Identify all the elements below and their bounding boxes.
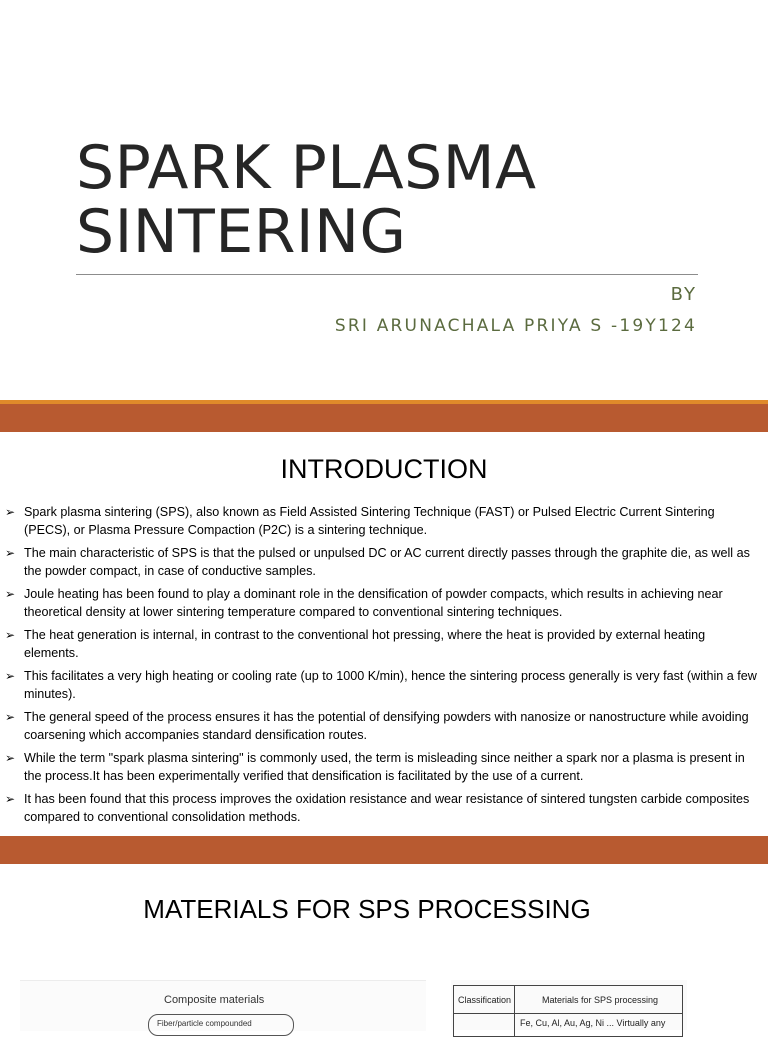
title-divider (76, 274, 698, 275)
table-header-materials: Materials for SPS processing (542, 995, 659, 1005)
slide-title: INTRODUCTION (280, 454, 488, 484)
figure-box (148, 1014, 294, 1036)
list-item: ➢ Spark plasma sintering (SPS), also known as Field Assisted Sintering Technique (FAST) or Pulsed Electric Current Sintering (PECS), or Plasma Pressure Compaction (P2C) is a sintering technique. (5, 505, 715, 537)
list-item: ➢ The general speed of the process ensures it has the potential of densifying powders with nanosize or nanostructure while avoiding coarsening which accompanies standard densification routes. (5, 710, 749, 742)
title-line-1: SPARK PLASMA (76, 133, 537, 203)
figure-box-label: Fiber/particle compounded (157, 1019, 252, 1028)
introduction-slide (0, 432, 768, 836)
arrow-bullet-icon: ➢ (5, 792, 16, 806)
composite-materials-figure (20, 980, 426, 1031)
title-line-2: SINTERING (76, 197, 407, 267)
by-label: BY (670, 284, 697, 305)
arrow-bullet-icon: ➢ (5, 710, 16, 724)
presentation-title (76, 133, 696, 267)
list-item: ➢ Joule heating has been found to play a dominant role in the densification of powder compacts, which results in achieving near theoretical density at lower sintering temperature compared to conventional sintering techniques. (5, 587, 723, 619)
author-name: SRI ARUNACHALA PRIYA S -19Y124 (334, 316, 697, 336)
arrow-bullet-icon: ➢ (5, 669, 16, 683)
list-item: ➢ While the term "spark plasma sintering" is commonly used, the term is misleading since neither a spark nor a plasma is present in the process.It has been experimentally verified that densification is facilitated by the use of a current. (5, 751, 745, 783)
bullet-list (0, 503, 768, 831)
list-item: ➢ The main characteristic of SPS is that the pulsed or unpulsed DC or AC current directly passes through the graphite die, as well as the powder compact, in case of conductive samples. (5, 546, 750, 578)
materials-slide (0, 864, 768, 1028)
arrow-bullet-icon: ➢ (5, 751, 16, 765)
list-item: ➢ This facilitates a very high heating or cooling rate (up to 1000 K/min), hence the sintering process generally is very fast (within a few minutes). (5, 669, 757, 701)
table-cell: Fe, Cu, Al, Au, Ag, Ni ... Virtually any (520, 1018, 666, 1028)
arrow-bullet-icon: ➢ (5, 587, 16, 601)
slide-separator-band (0, 836, 768, 864)
materials-table-figure (451, 980, 687, 1030)
table-header-classification: Classification (458, 995, 512, 1005)
list-item: ➢ It has been found that this process improves the oxidation resistance and wear resistance of sintered tungsten carbide composites compared to conventional consolidation methods. (5, 792, 750, 824)
title-slide (0, 0, 768, 400)
arrow-bullet-icon: ➢ (5, 505, 16, 519)
list-item: ➢ The heat generation is internal, in contrast to the conventional hot pressing, where the heat is provided by external heating elements. (5, 628, 706, 660)
materials-table (453, 985, 683, 1037)
table-row-divider (454, 1013, 682, 1014)
table-column-divider (514, 986, 515, 1036)
slide-title: MATERIALS FOR SPS PROCESSING (143, 894, 591, 924)
figure-heading: Composite materials (164, 994, 265, 1006)
slide-separator-band (0, 404, 768, 432)
arrow-bullet-icon: ➢ (5, 628, 16, 642)
arrow-bullet-icon: ➢ (5, 546, 16, 560)
